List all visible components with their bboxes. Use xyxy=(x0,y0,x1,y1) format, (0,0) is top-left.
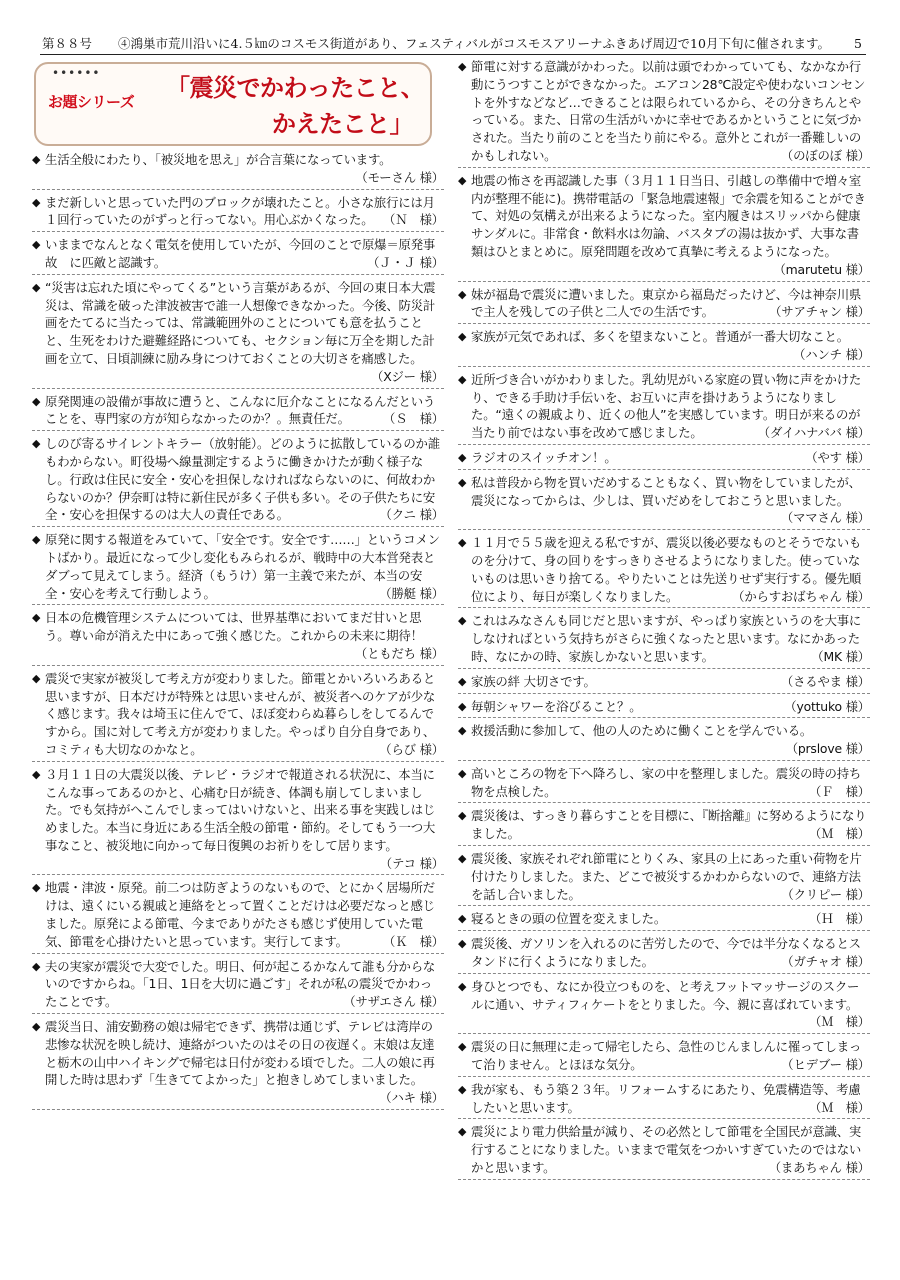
comment-author: （クリピー 様） xyxy=(781,886,870,902)
comment-text: 原発関連の設備が事故に遭うと、こんなに厄介なことになるんだということを、専門家の方が知らなかったのか？。無責任だ。 xyxy=(45,393,436,427)
comment-author: （さるやま 様） xyxy=(780,673,870,689)
comment-text: 震災後、家族それぞれ節電にとりくみ、家具の上にあった重い荷物を片付けたりしました。また、どこで被災するかわからないので、連絡方法を話し合いました。 xyxy=(471,851,862,902)
comment-text: 地震・津波・原発。前二つは防ぎようのないもので、とにかく居場所だけは、遠くにいる親戚と連絡をとって置くことだけは必要だなっと感じました。原発による節電、今までありがたさも感じず使用していた電気、節電を心掛けたいと思っています。実行してます。 xyxy=(45,880,435,949)
comment-author: （ヒデブー 様） xyxy=(781,1057,870,1073)
comment-author: （クニ 様） xyxy=(379,507,444,523)
reader-comment xyxy=(458,1080,870,1120)
comment-author: （ともだち 様） xyxy=(354,645,444,661)
page-header xyxy=(40,34,866,55)
title-line-1: 「震災でかわったこと、 xyxy=(166,73,425,102)
comment-text: ラジオのスイッチオン！。 xyxy=(471,449,617,465)
reader-comment xyxy=(458,806,870,846)
comment-author: （サザエさん 様） xyxy=(343,994,444,1010)
comment-text: 震災当日、浦安勤務の娘は帰宅できず、携帯は通じず、テレビは湾岸の悲惨な状況を映し続け、連絡がついたのはその日の夜遅く。末娘は友達と栃木の山中ハイキングで帰宅は日付が変わる頃でした。二人の娘に再開した時は思わず「生きててよかった」と抱きしめてしまいました。 xyxy=(45,1019,435,1088)
comment-author: （MK 様） xyxy=(811,648,870,664)
reader-comment xyxy=(458,909,870,931)
comment-author: （モーさん 様） xyxy=(355,169,444,185)
reader-comment xyxy=(458,370,870,445)
comment-author: （まあちゃん 様） xyxy=(768,1160,870,1176)
reader-comment xyxy=(32,278,444,389)
reader-comment xyxy=(32,150,444,190)
comment-text: “災害は忘れた頃にやってくる”という言葉があるが、今回の東日本大震災は、常識を破った津波被害で誰一人想像できなかった。今後、防災計画をたてるに当たっては、常識範囲外のことについても意を払うことと、生死をわけた避難経路についても、セクション毎に万全を期した計画を立て、日頃訓練に励み身につけておくことの大切さを痛感した。 xyxy=(45,279,436,366)
reader-comment xyxy=(458,977,870,1034)
comment-text: 家族が元気であれば、多くを望まないこと。普通が一番大切なこと。 xyxy=(471,329,849,345)
comment-author: （ダイハナババ 様） xyxy=(757,425,870,441)
comment-author: （ハキ 様） xyxy=(379,1090,444,1106)
right-column xyxy=(458,57,870,1183)
comment-text: 救援活動に参加して、他の人のために働くことを学んでいる。 xyxy=(471,723,813,739)
comment-author: （Ｓ 様） xyxy=(383,411,444,427)
comment-text: 我が家も、もう築２３年。リフォームするにあたり、免震構造等、考慮したいと思います。 xyxy=(471,1081,861,1115)
comment-text: 日本の危機管理システムについては、世界基準においてまだ甘いと思う。尊い命が消えた中にあって強く感じた。これからの未来に期待！ xyxy=(45,610,423,644)
reader-comment xyxy=(458,849,870,906)
reader-comment xyxy=(458,285,870,325)
issue-number: 第８８号 xyxy=(42,36,93,51)
comment-author: （ハンチ 様） xyxy=(793,346,870,362)
comment-text: 夫の実家が震災で大変でした。明日、何が起こるかなんて誰も分からないのですからね。「1日、1日を大切に過ごす」それが私の震災でかわったことです。 xyxy=(45,958,436,1010)
reader-comment xyxy=(32,392,444,432)
comment-text: 寝るときの頭の位置を変えました。 xyxy=(471,911,667,927)
comment-text: 妹が福島で震災に遭いました。東京から福島だったけど、今は神奈川県で主人を残しての子供と二人での生活です。 xyxy=(471,286,862,320)
comment-author: （ガチャオ 様） xyxy=(781,954,870,970)
reader-comment xyxy=(458,721,870,761)
comment-text: しのび寄るサイレントキラー（放射能）。どのように拡散しているのか誰もわからない。町役場へ線量測定するように働きかけたが動く様子なし。行政は住民に安全・安心を担保しなければならないのに、何故わからないのか？伊奈町は特に新住民が多く子供も多い。その子供たちに安全・安心を担保するのは大人の責任である。 xyxy=(45,436,440,523)
reader-comment xyxy=(32,434,444,527)
header-note: ④鴻巣市荒川沿いに4.５㎞のコスモス街道があり、フェスティバルがコスモスアリーナふきあげ周辺で10月下旬に催されます。 xyxy=(118,36,830,51)
comment-author: （勝艇 様） xyxy=(379,585,444,601)
comment-author: （marutetu 様） xyxy=(773,261,870,277)
reader-comment xyxy=(458,1037,870,1077)
comment-author: （Ｊ・Ｊ 様） xyxy=(367,254,444,270)
comment-author: （ママさん 様） xyxy=(780,510,870,526)
reader-comment xyxy=(32,765,444,876)
series-label: お題シリーズ xyxy=(48,93,135,111)
reader-comment xyxy=(32,608,444,665)
comment-author: （やす 様） xyxy=(805,449,870,465)
comment-author: （からすおばちゃん 様） xyxy=(732,588,870,604)
comment-author: （Ｆ 様） xyxy=(809,783,870,799)
reader-comment xyxy=(458,1122,870,1179)
comment-text: 近所づき合いがかわりました。乳幼児がいる家庭の買い物に声をかけたり、できる手助け手伝いを、お互いに声を掛けあうようになりました。“遠くの親戚より、近くの他人”を実感しています。明日が来るのが当たり前ではない事を改めて感じました。 xyxy=(471,371,862,441)
comment-author: （のぼのぼ 様） xyxy=(780,147,870,163)
reader-comment xyxy=(458,697,870,719)
comment-text: ３月１１日の大震災以後、テレビ・ラジオで報道される状況に、本当にこんな事ってあるのかと、心痛む日が続き、体調も崩してしまいました。でも気持がへこんでしまってはいけないと、出来る事を実践しはじめました。本当に身近にある生活全般の節電・節約。そしてもう一つ大事なこと、被災地に向かって毎日復興のお祈りをして居ります。 xyxy=(45,766,436,853)
reader-comment xyxy=(32,530,444,605)
comment-author: （テコ 様） xyxy=(379,855,444,871)
comment-author: （yottuko 様） xyxy=(784,698,870,714)
comment-author: （Ｈ 様） xyxy=(809,911,870,927)
comment-author: （サアチャン 様） xyxy=(769,304,870,320)
reader-comment xyxy=(32,669,444,762)
comment-text: 原発に関する報道をみていて、「安全です。安全です……」というコメントばかり。最近になって少し変化もみられるが、戦時中の大本営発表とダブって見えてしまう。経済（もうけ）第一主義で来たが、本当の安全・安心を考えて行動しよう。 xyxy=(45,532,440,601)
reader-comment xyxy=(458,473,870,530)
reader-comment xyxy=(458,934,870,974)
reader-comment xyxy=(458,171,870,282)
comment-text: 生活全般にわたり、「被災地を思え」が合言葉になっています。 xyxy=(45,152,392,167)
comment-author: （らび 様） xyxy=(379,741,444,757)
comment-author: （Ｎ 様） xyxy=(383,212,444,228)
comment-text: 節電に対する意識がかわった。以前は頭でわかっていても、なかなか行動にうつすことができなかった。エアコン28℃設定や使わないコンセントを外すなどなど…できることは限られているから、その分きちんとやっている。また、日常の生活がいかに幸せであるかということに気づかされた。当たり前のことを当たり前にやる。意外とこれが一番難しいのかもしれない。 xyxy=(471,59,866,163)
reader-comment xyxy=(458,533,870,608)
comment-author: （prslove 様） xyxy=(785,741,870,757)
comment-text: これはみなさんも同じだと思いますが、やっぱり家族というのを大事にしなければという気持ちがさらに強くなったと思います。なにかあった時、なにかの時、家族しかないと思います。 xyxy=(471,613,862,664)
reader-comment xyxy=(458,764,870,804)
title-dots: •••••• xyxy=(52,66,101,80)
comment-author: （Ｋ 様） xyxy=(383,933,444,949)
comment-text: まだ新しいと思っていた門のブロックが壊れたこと。小さな旅行には月１回行っていたのがずっと行ってない。用心ぶかくなった。 xyxy=(45,194,435,228)
comment-text: １１月で５５歳を迎える私ですが、震災以後必要なものとそうでないものを分けて、身の回りをすっきりさせるようになりました。使っていないものは思いきり捨てる。やりたいことは先送りせず実行する。優先順位により、毎日が楽しくなりました。 xyxy=(471,535,862,604)
reader-comment xyxy=(458,611,870,668)
left-column xyxy=(32,150,444,1113)
comment-text: 震災で実家が被災して考え方が変わりました。節電とかいろいろあると思いますが、日本だけが特殊とは思いませんが、被災者へのケアが少なく感じます。我々は埼玉に住んでて、ほぼ変わらぬ暮らしをしてるんですから。国に対して考え方が変わりました。やっぱり自分自身であり、コミティも大切なのかなと。 xyxy=(45,670,436,757)
comment-author: （Ｍ 様） xyxy=(809,1099,870,1115)
reader-comment xyxy=(32,878,444,953)
comment-text: 震災後は、すっきり暮らすことを目標に、『断捨離』に努めるようになりました。 xyxy=(471,808,867,842)
series-title-box xyxy=(34,62,432,146)
reader-comment xyxy=(458,57,870,168)
comment-text: いままでなんとなく電気を使用していたが、今回のことで原爆＝原発事故 に匹敵と認識す。 xyxy=(45,237,436,270)
comment-text: 震災後、ガソリンを入れるのに苦労したので、今では半分なくなるとスタンドに行くようになりました。 xyxy=(471,936,861,970)
comment-text: 身ひとつでも、なにか役立つものを、と考えフットマッサージのスクールに通い、サティフィケートをとりました。今、親に喜ばれています。 xyxy=(471,978,860,1012)
comment-text: 毎朝シャワーを浴びること？。 xyxy=(471,698,642,714)
reader-comment xyxy=(32,193,444,233)
comment-author: （Ｍ 様） xyxy=(809,1014,870,1030)
reader-comment xyxy=(458,448,870,470)
reader-comment xyxy=(32,957,444,1014)
comment-text: 地震の怖さを再認識した事（３月１１日当日、引越しの準備中で増々室内が整理不能に)。携帯電話の「緊急地震速報」で余震を知ることができて、対処の気構えが出来るようになった。室内履きはスリッパから健康サンダルに。非常食・飲料水は勿論、バスタブの湯は抜かず、大事な書類はひとまとめに。原発問題を改めて真摯に考えるようになった。 xyxy=(471,172,866,259)
reader-comment xyxy=(32,235,444,275)
reader-comment xyxy=(458,327,870,367)
page-number: 5 xyxy=(854,36,862,51)
reader-comment xyxy=(458,672,870,694)
comment-text: 私は普段から物を買いだめすることもなく、買い物をしていましたが、震災になってからは、少しは、買いだめをしておこうと思いました。 xyxy=(471,474,861,508)
comment-author: （Xジー 様） xyxy=(371,368,444,384)
comment-text: 家族の絆 大切さです。 xyxy=(471,673,596,689)
title-line-2: かえたこと」 xyxy=(272,109,413,138)
comment-text: 震災により電力供給量が減り、その必然として節電を全国民が意識、実行することになりました。いままで電気をつかいすぎていたのではないかと思います。 xyxy=(471,1124,862,1176)
comment-author: （Ｍ 様） xyxy=(809,826,870,842)
reader-comment xyxy=(32,1017,444,1110)
comment-text: 高いところの物を下へ降ろし、家の中を整理しました。震災の時の持ち物を点検した。 xyxy=(471,765,862,799)
comment-text: 震災の日に無理に走って帰宅したら、急性のじんましんに罹ってしまって治りません。とほほな気分。 xyxy=(471,1039,862,1073)
